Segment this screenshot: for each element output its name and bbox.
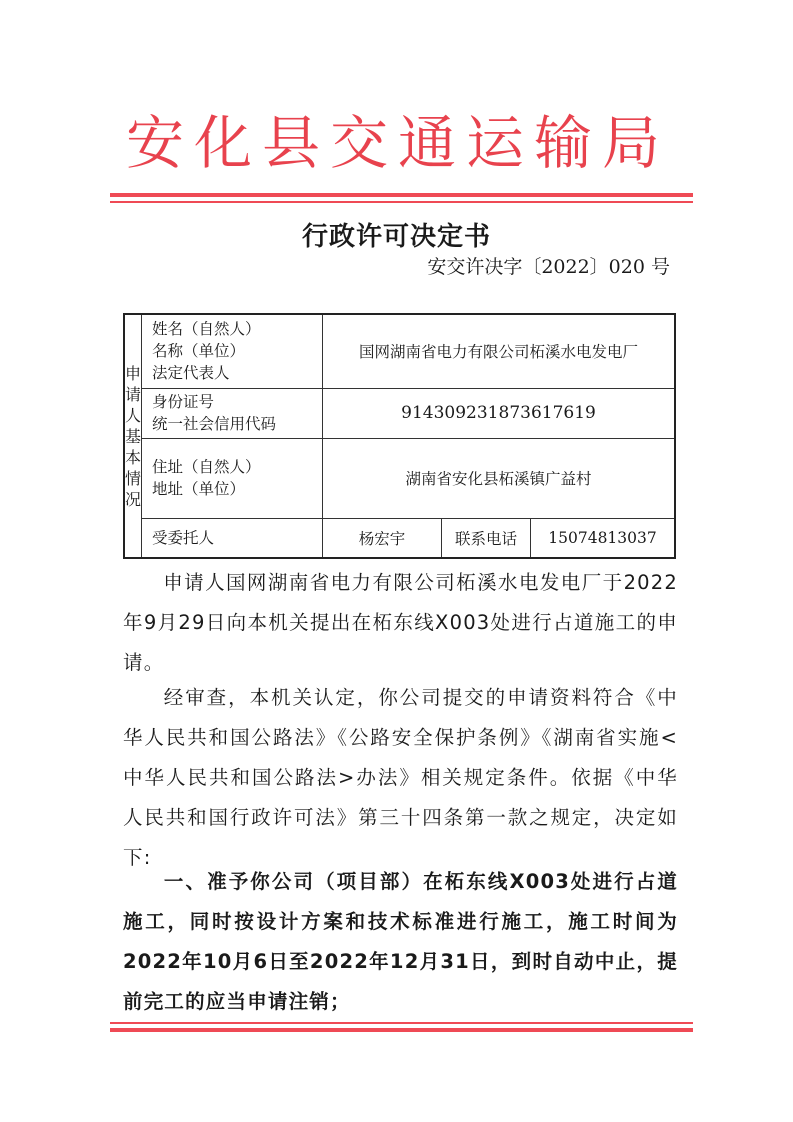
name-labels (142, 314, 323, 388)
side-label-char: 请 (125, 384, 142, 404)
side-label-char: 本 (125, 447, 142, 467)
applicant-name-value: 国网湖南省电力有限公司柘溪水电发电厂 (323, 314, 675, 388)
id-labels (142, 388, 323, 438)
side-label-char: 情 (125, 468, 142, 488)
side-label (124, 314, 142, 558)
label-legal-rep: 法定代表人 (152, 364, 230, 383)
label-unit-name: 名称（单位） (152, 342, 246, 361)
document-number: 安交许决字〔2022〕020 号 (427, 256, 670, 278)
side-label-char: 申 (125, 363, 142, 383)
address-value: 湖南省安化县柘溪镇广益村 (323, 438, 675, 518)
letterhead-rule-thin (110, 201, 693, 203)
label-address: 地址（单位） (152, 480, 246, 498)
document-title: 行政许可决定书 (301, 222, 491, 252)
label-natural-name: 姓名（自然人） (152, 320, 261, 339)
letterhead-organization: 安化县交通运输局 (125, 109, 670, 177)
side-label-char: 况 (125, 489, 142, 509)
agent-label: 受委托人 (142, 518, 323, 558)
footer-rule-thick (110, 1028, 693, 1032)
side-label-text (125, 363, 141, 510)
address-labels (142, 438, 323, 518)
paragraph-2-text: 经审查，本机关认定，你公司提交的申请资料符合《中华人民共和国公路法》《公路安全保护条例》《湖南省实施<中华人民共和国公路法>办法》相关规定条件。依据《中华人民共和国行政许可法》第三十四条第一款之规定，决定如下: (123, 686, 678, 869)
agent-name: 杨宏宇 (323, 518, 442, 558)
phone-value: 15074813037 (531, 518, 675, 558)
footer-rule-thin (110, 1022, 693, 1024)
side-label-char: 人 (125, 405, 142, 425)
side-label-char: 基 (125, 426, 142, 446)
paragraph-1-text: 申请人国网湖南省电力有限公司柘溪水电发电厂于2022年9月29日向本机关提出在柘东线X003处进行占道施工的申请。 (123, 571, 678, 674)
label-credit-code: 统一社会信用代码 (152, 415, 277, 433)
paragraph-3-text: 一、准予你公司（项目部）在柘东线X003处进行占道施工，同时按设计方案和技术标准进行施工，施工时间为2022年10月6日至2022年12月31日，到时自动中止，提前完工的应当申请注销； (123, 870, 678, 1013)
paragraph-application (123, 563, 678, 683)
label-residence: 住址（自然人） (152, 458, 261, 476)
phone-label: 联系电话 (442, 518, 531, 558)
applicant-info-table (123, 313, 676, 559)
label-id-number: 身份证号 (152, 393, 215, 411)
paragraph-review (123, 678, 678, 878)
credit-code-value: 914309231873617619 (323, 388, 675, 438)
letterhead-rule-thick (110, 193, 693, 197)
paragraph-decision-1 (123, 862, 678, 1022)
